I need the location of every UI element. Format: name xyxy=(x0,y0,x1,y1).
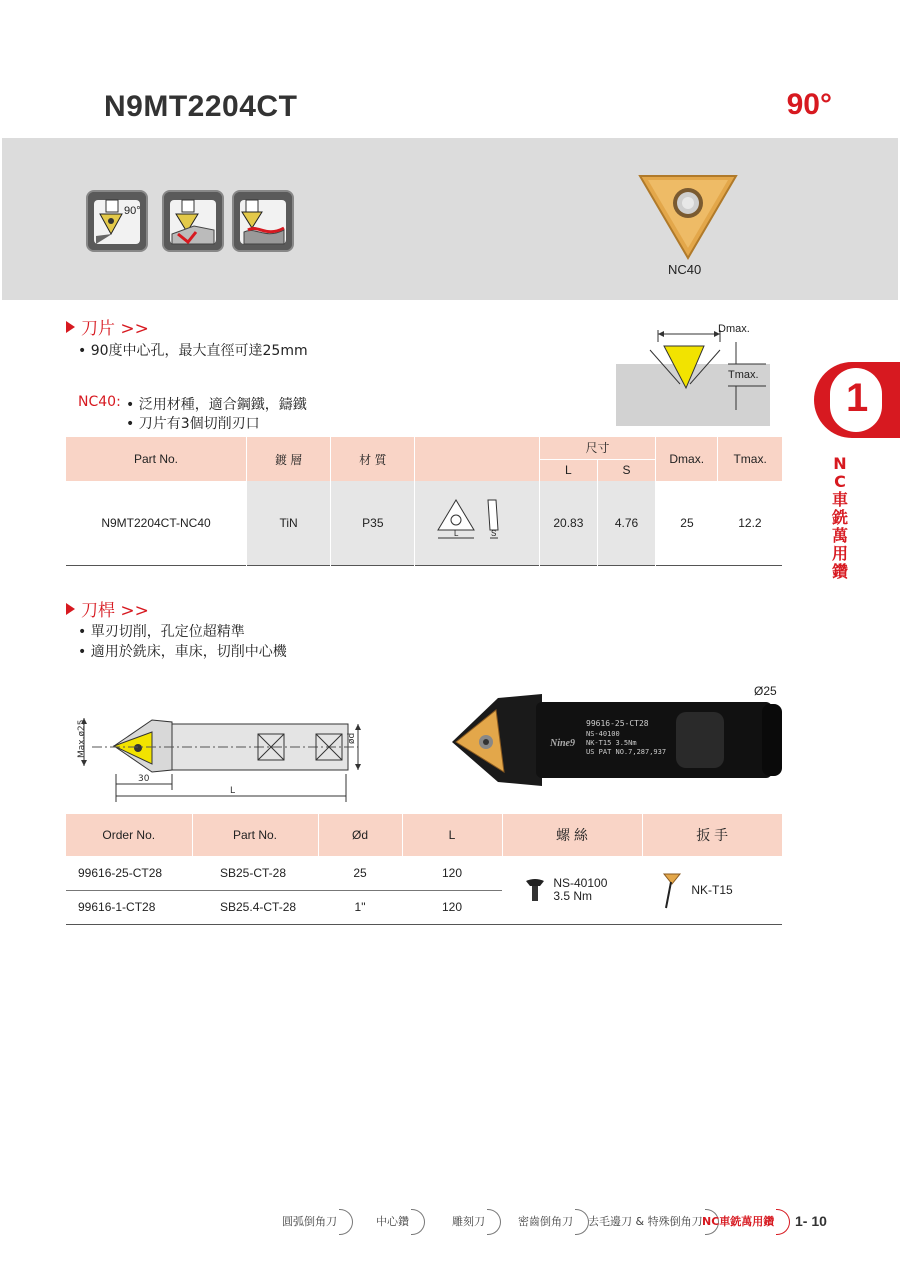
sketch-s-label: S xyxy=(491,529,497,539)
cell-tmax: 12.2 xyxy=(738,515,762,530)
cell-screw xyxy=(502,856,642,924)
cell-coating: TiN xyxy=(247,481,331,565)
th-l: L xyxy=(402,814,502,856)
chapter-number: 1 xyxy=(846,376,869,420)
engraving-line-3: NK-T15 3.5Nm xyxy=(586,739,637,747)
insert-section-heading: 刀片 >> xyxy=(66,314,149,339)
row2-part-no: SB25.4-CT-28 xyxy=(220,900,297,914)
th-coating: 鍍 層 xyxy=(247,437,331,481)
wrench-code: NK-T15 xyxy=(691,882,733,897)
diameter-label: Ø25 xyxy=(754,684,777,698)
chamfer-edge-icon xyxy=(162,190,224,252)
row2-l: 120 xyxy=(441,900,463,914)
footer-nav-center-drill[interactable]: 中心鑽 xyxy=(376,1207,427,1237)
th-screw: 螺 絲 xyxy=(502,814,642,856)
th-l: L xyxy=(539,459,597,481)
screw-torque: 3.5 Nm xyxy=(553,888,593,903)
page-title: N9MT2204CT xyxy=(104,90,298,123)
cell-wrench xyxy=(642,856,782,924)
th-size: 尺寸 xyxy=(539,437,655,459)
engraving-line-4: US PAT NO.7,287,937 xyxy=(586,748,667,756)
cell-part-no: N9MT2204CT-NC40 xyxy=(101,515,211,530)
grade-label: NC40: xyxy=(78,394,121,410)
th-order-no: Order No. xyxy=(102,828,156,842)
engraving-line-2: NS-40100 xyxy=(586,730,620,738)
sketch-l-label: L xyxy=(454,529,459,539)
d-dim-label: ød xyxy=(347,732,357,744)
deburr-curve-icon xyxy=(232,190,294,252)
th-s: S xyxy=(597,459,655,481)
insert-table xyxy=(66,437,782,566)
th-part-no: Part No. xyxy=(66,437,247,481)
cell-material: P35 xyxy=(331,481,415,565)
screw-code: NS-40100 xyxy=(553,875,608,890)
chapter-tab xyxy=(814,362,900,438)
page-number: 1- 10 xyxy=(795,1213,827,1229)
holder-bullet-2: • 適用於銑床，車床，切削中心機 xyxy=(78,644,287,660)
dmax-label: Dmax. xyxy=(718,323,750,335)
angle-label: 90° xyxy=(786,88,832,121)
row1-l: 120 xyxy=(402,856,502,890)
grade-bullet-1: • 泛用材種，適合鋼鐵，鑄鐵 xyxy=(126,397,307,413)
chamfer-90-icon xyxy=(86,190,148,252)
holder-technical-drawing xyxy=(72,708,372,806)
th-wrench: 扳 手 xyxy=(642,814,782,856)
tmax-label: Tmax. xyxy=(728,369,759,381)
row2-d: 1" xyxy=(354,900,366,914)
cell-s: 4.76 xyxy=(597,481,655,565)
brand-logo: Nine9 xyxy=(550,738,575,749)
screw-icon xyxy=(524,877,546,903)
th-sketch xyxy=(415,437,539,481)
grade-bullet-2: • 刀片有3個切削刃口 xyxy=(126,416,260,432)
cell-sketch xyxy=(415,481,539,565)
th-tmax: Tmax. xyxy=(718,437,782,481)
dmax-tmax-diagram xyxy=(616,320,770,426)
banner xyxy=(2,138,898,300)
bullet-triangle-icon xyxy=(66,603,75,615)
footer-nav-engraving[interactable]: 雕刻刀 xyxy=(452,1207,503,1237)
insert-sketch-icon xyxy=(432,496,522,546)
holder-table xyxy=(66,814,782,925)
holder-photo xyxy=(452,694,784,786)
row1-order-no: 99616-25-CT28 xyxy=(66,856,192,890)
chapter-label: N C 車 銑 萬 用 鑽 xyxy=(831,454,848,581)
engraving-line-1: 99616-25-CT28 xyxy=(586,719,649,728)
row1-d: 25 xyxy=(318,856,402,890)
footer-nav-deburr[interactable]: 去毛邊刀 & 特殊倒角刀 xyxy=(588,1207,721,1237)
th-dmax: Dmax. xyxy=(656,437,718,481)
holder-bullet-1: • 單刃切削，孔定位超精準 xyxy=(78,624,245,640)
footer-nav-round-chamfer[interactable]: 圓弧倒角刀 xyxy=(282,1207,355,1237)
icon-angle-text: 90° xyxy=(124,205,141,217)
th-d: Ød xyxy=(318,814,402,856)
holder-section-heading: 刀桿 >> xyxy=(66,596,149,621)
insert-caption: NC40 xyxy=(668,262,702,277)
wrench-icon xyxy=(660,870,684,910)
row2-order-no: 99616-1-CT28 xyxy=(78,900,156,914)
insert-nc40-image xyxy=(634,166,742,262)
footer-nav-nc-drill[interactable]: NC車銑萬用鑽 xyxy=(702,1207,792,1237)
cell-dmax: 25 xyxy=(656,481,718,565)
dim-l-label: L xyxy=(230,786,236,796)
cell-l: 20.83 xyxy=(539,481,597,565)
dim-30-label: 30 xyxy=(138,774,150,784)
row1-part-no: SB25-CT-28 xyxy=(192,856,318,890)
footer-nav-fine-chamfer[interactable]: 密齒倒角刀 xyxy=(518,1207,591,1237)
th-holder-part-no: Part No. xyxy=(192,814,318,856)
insert-bullet: • 90度中心孔，最大直徑可達25mm xyxy=(78,343,308,359)
max-dia-label: Max.ø25 xyxy=(77,719,87,758)
bullet-triangle-icon xyxy=(66,321,75,333)
th-material: 材 質 xyxy=(331,437,415,481)
